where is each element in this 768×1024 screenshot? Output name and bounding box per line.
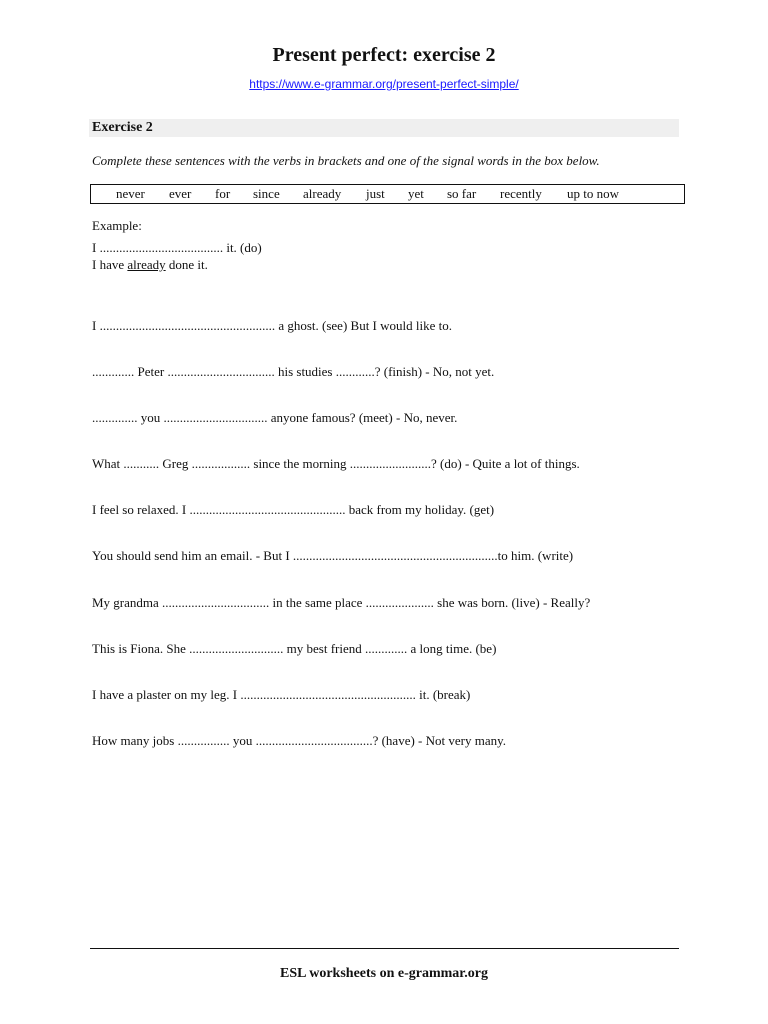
example-answer xyxy=(92,256,208,273)
page-title: Present perfect: exercise 2 xyxy=(272,44,496,66)
signal-word: ever xyxy=(169,186,192,201)
signal-word: since xyxy=(253,186,280,201)
exercise-sentence-3: .............. you ................................ anyone famous? (meet) - No, never. xyxy=(92,410,458,425)
exercise-sentence-5: I feel so relaxed. I ................................................ back from my holiday. (get) xyxy=(92,502,495,517)
signal-word: just xyxy=(366,186,385,201)
exercise-sentence-4: What ........... Greg .................. since the morning .........................? (do) - Quite a lot of things. xyxy=(92,456,580,471)
exercise-sentence-2: ............. Peter ................................. his studies ............? (finish) - No, not yet. xyxy=(92,364,495,379)
exercise-sentence-8: This is Fiona. She ............................. my best friend ............. a long time. (be) xyxy=(92,641,497,656)
exercise-sentence-6: You should send him an email. - But I ...............................................................to him. (write) xyxy=(92,548,574,563)
signal-word-box xyxy=(90,184,685,204)
signal-word: up to now xyxy=(567,186,619,201)
exercise-heading: Exercise 2 xyxy=(89,119,679,137)
footer-divider xyxy=(90,948,679,949)
exercise-sentence-7: My grandma ................................. in the same place ..................... she was born. (live) - Really? xyxy=(92,595,591,610)
footer-text: ESL worksheets on e-grammar.org xyxy=(280,966,488,981)
example-label: Example: xyxy=(92,218,142,233)
example-prompt: I ...................................... it. (do) xyxy=(92,240,262,255)
exercise-sentence-9: I have a plaster on my leg. I ...................................................... it. (break) xyxy=(92,687,471,702)
signal-word: for xyxy=(215,186,231,201)
source-link-container xyxy=(0,76,768,92)
exercise-sentence-10: How many jobs ................ you ....................................? (have) - Not very many. xyxy=(92,733,507,748)
source-link[interactable]: https://www.e-grammar.org/present-perfect-simple/ xyxy=(249,77,519,91)
signal-word: never xyxy=(116,186,145,201)
example-answer-start: I have xyxy=(92,257,128,272)
signal-word: yet xyxy=(408,186,424,201)
signal-word: so far xyxy=(447,186,477,201)
example-answer-end: done it. xyxy=(165,257,208,272)
exercise-sentence-1: I ...................................................... a ghost. (see) But I would like to. xyxy=(92,318,452,333)
example-signal-word: already xyxy=(127,257,166,272)
signal-word: recently xyxy=(500,186,542,201)
signal-word: already xyxy=(303,186,342,201)
exercise-instructions: Complete these sentences with the verbs in brackets and one of the signal words in the box below. xyxy=(92,153,600,168)
